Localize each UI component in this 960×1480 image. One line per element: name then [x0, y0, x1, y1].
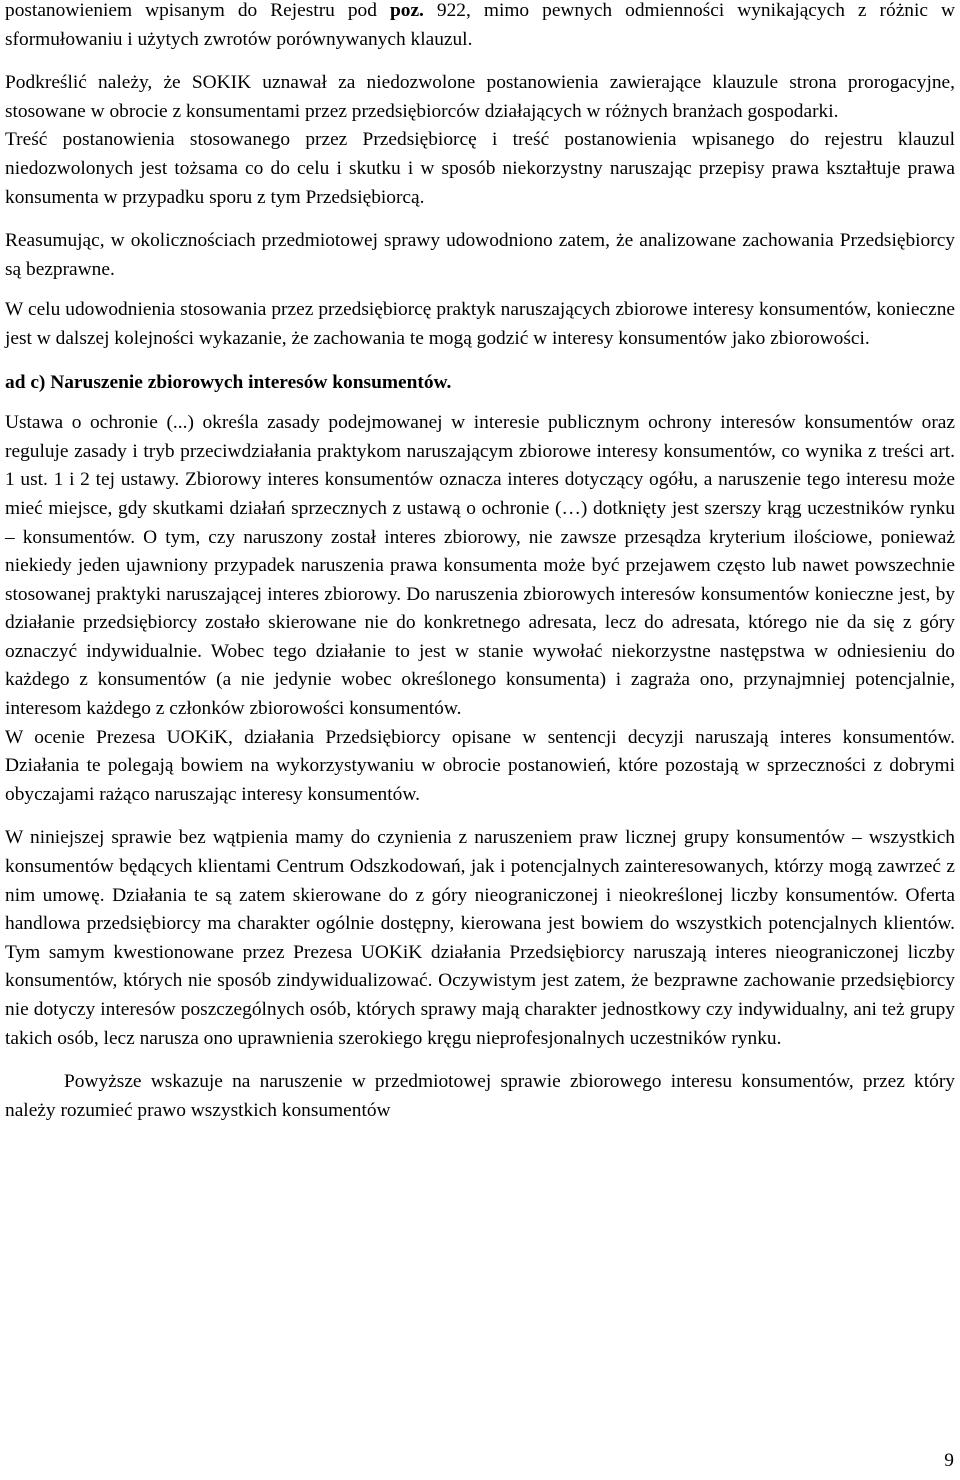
paragraph-intro-bold: poz. [389, 0, 424, 21]
paragraph-sokik: Podkreślić należy, że SOKIK uznawał za niedozwolone postanowienia zawierające klauzule strona prorogacyjne, stosowane w obrocie z konsumentami przez przedsiębiorców działających w różnych branżach gospodarki. [5, 72, 955, 122]
paragraph-powyzsze: Powyższe wskazuje na naruszenie w przedmiotowej sprawie zbiorowego interesu konsumentów, przez który należy rozumieć prawo wszystkich konsumentów [5, 1071, 955, 1121]
paragraph-intro-end: 922, mimo pewnych odmienności wynikających z różnic w sformułowaniu i użytych zwrotów porównywanych klauzul. [5, 0, 956, 50]
paragraph-intro-start: postanowieniem wpisanym do Rejestru pod [5, 0, 390, 21]
paragraph-ustawa: Ustawa o ochronie (...) określa zasady podejmowanej w interesie publicznym ochrony interesów konsumentów oraz reguluje zasady i tryb przeciwdziałania praktykom naruszającym zbiorowe interesy konsumentów, co wynika z treści art. 1 ust. 1 i 2 tej ustawy. Zbiorowy interes konsumentów oznacza interes dotyczący ogółu, a naruszenie tego interesu może mieć miejsce, gdy skutkami działań sprzecznych z ustawą o ochronie (…) dotknięty jest szerszy krąg uczestników rynku – konsumentów. O tym, czy naruszony został interes zbiorowy, nie zawsze przesądza kryterium ilościowe, ponieważ niekiedy jeden ujawniony przypadek naruszenia prawa konsumenta może być przejawem często lub nawet powszechnie stosowanej praktyki naruszającej interes zbiorowy. Do naruszenia zbiorowych interesów konsumentów konieczne jest, by działanie przedsiębiorcy zostało skierowane nie do konkretnego adresata, lecz do adresata, którego nie da się z góry oznaczyć indywidualnie. Wobec tego działanie to jest w stanie wywołać niekorzystne następstwa w odniesieniu do każdego z konsumentów (a nie jedynie wobec określonego konsumenta) i zagraża ono, przynajmniej potencjalnie, interesom każdego z członków zbiorowości konsumentów. [5, 412, 955, 720]
paragraph-w-celu: W celu udowodnienia stosowania przez przedsiębiorcę praktyk naruszających zbiorowe interesy konsumentów, konieczne jest w dalszej kolejności wykazanie, że zachowania te mogą godzić w interesy konsumentów jako zbiorowości. [5, 299, 955, 349]
section-heading: ad c) Naruszenie zbiorowych interesów konsumentów. [5, 371, 452, 393]
document-page [5, 0, 955, 1125]
paragraph-w-ocenie: W ocenie Prezesa UOKiK, działania Przedsiębiorcy opisane w sentencji decyzji naruszają interes konsumentów. Działania te polegają bowiem na wykorzystywaniu w obrocie postanowień, które pozostają w sprzeczności z dobrymi obyczajami rażąco naruszając interesy konsumentów. [5, 726, 955, 805]
paragraph-tresc: Treść postanowienia stosowanego przez Przedsiębiorcę i treść postanowienia wpisanego do rejestru klauzul niedozwolonych jest tożsama co do celu i skutku i w sposób niekorzystny naruszając przepisy prawa kształtuje prawa konsumenta w przypadku sporu z tym Przedsiębiorcą. [5, 129, 955, 208]
page-number: 9 [944, 1450, 954, 1471]
paragraph-niniejszej: W niniejszej sprawie bez wątpienia mamy do czynienia z naruszeniem praw licznej grupy konsumentów – wszystkich konsumentów będących klientami Centrum Odszkodowań, jak i potencjalnych zainteresowanych, którzy mogą zawrzeć z nim umowę. Działania te są zatem skierowane do z góry nieograniczonej i nieokreślonej liczby konsumentów. Oferta handlowa przedsiębiorcy ma charakter ogólnie dostępny, kierowana jest bowiem do wszystkich potencjalnych klientów. Tym samym kwestionowane przez Prezesa UOKiK działania Przedsiębiorcy naruszają interes nieograniczonej liczby konsumentów, których nie sposób zindywidualizować. Oczywistym jest zatem, że bezprawne zachowanie przedsiębiorcy nie dotyczy interesów poszczególnych osób, których sprawy mają charakter jednostkowy czy indywidualny, ani też grupy takich osób, lecz narusza ono uprawnienia szerokiego kręgu nieprofesjonalnych uczestników rynku. [5, 827, 955, 1049]
paragraph-intro [5, 0, 955, 54]
paragraph-reasumujac: Reasumując, w okolicznościach przedmiotowej sprawy udowodniono zatem, że analizowane zachowania Przedsiębiorcy są bezprawne. [5, 230, 955, 280]
